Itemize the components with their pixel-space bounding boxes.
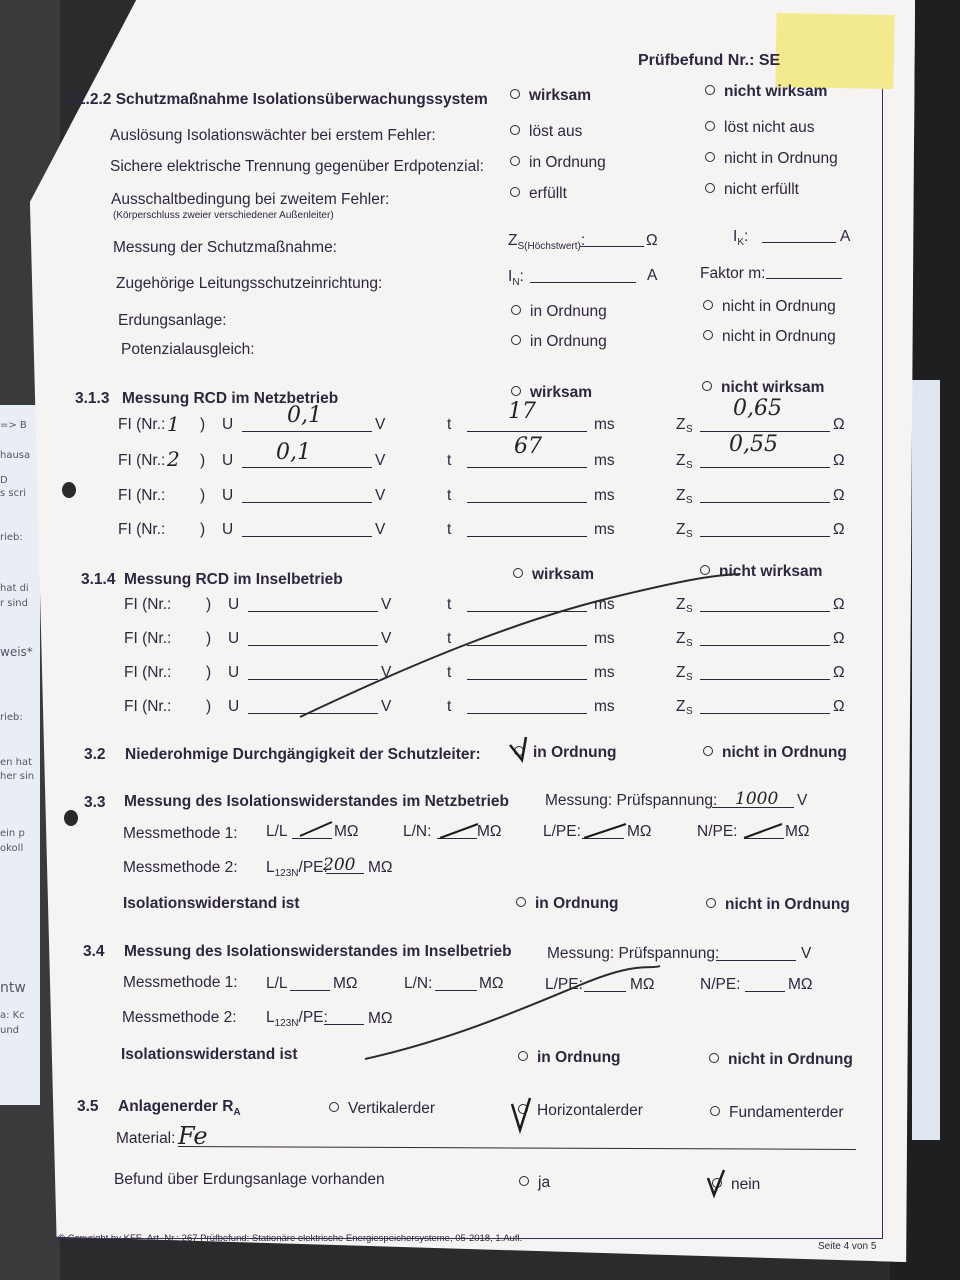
monitor-text: D [0, 475, 8, 486]
ta-symbol: t [447, 521, 452, 538]
unit: MΩ [630, 976, 655, 993]
uf-symbol: U [228, 698, 240, 715]
symbol: L [266, 1009, 275, 1026]
ln-label: L/N: [404, 975, 433, 992]
unit: MΩ [479, 975, 504, 992]
row-label: Auslösung Isolationswächter bei erstem Fehler: [110, 127, 436, 144]
ta-symbol: t [447, 630, 452, 647]
voltage-label: Messung: Prüfspannung: [547, 945, 720, 962]
footer-page-number: Seite 4 von 5 [818, 1241, 877, 1252]
uf-symbol: U [222, 487, 234, 504]
ohm-unit: Ω [833, 596, 845, 613]
row-label: Potenzialausgleich: [121, 341, 255, 358]
fi-close: ) [200, 487, 206, 504]
handwritten-zs: 0,55 [729, 432, 778, 457]
row-label: Messung der Schutzmaßnahme: [113, 239, 337, 256]
monitor-text: => B [0, 420, 27, 431]
strike-through-34 [365, 966, 660, 1059]
section-title-33: Messung des Isolationswiderstandes im Netzbetrieb [124, 793, 510, 810]
row-note: (Körperschluss zweier verschiedener Außenleiter) [113, 210, 334, 221]
ohm-unit: Ω [833, 416, 845, 433]
ta-unit: ms [594, 487, 615, 504]
section-title-text: Anlagenerder R [118, 1098, 234, 1115]
zs-unit: S [686, 672, 693, 683]
uf-unit: V [375, 521, 386, 538]
option-label: in Ordnung [529, 154, 606, 171]
option-label: in Ordnung [530, 303, 607, 320]
monitor-text: hat di [0, 583, 29, 594]
fi-label: FI (Nr.: [118, 452, 166, 469]
zs-symbol: Z [676, 630, 686, 647]
option-label: nicht in Ordnung [724, 150, 838, 167]
strike-through-314 [300, 574, 740, 717]
uf-unit: V [381, 664, 392, 681]
row-label: Erdungsanlage: [118, 312, 227, 329]
handwritten-ta: 67 [514, 434, 542, 459]
lpe-label: L/PE: [545, 976, 583, 993]
symbol: /PE: [298, 859, 328, 876]
symbol: L [266, 859, 275, 876]
option-label: nicht wirksam [724, 83, 828, 100]
row-label: Zugehörige Leitungsschutzeinrichtung: [116, 275, 383, 292]
fi-close: ) [200, 416, 206, 433]
uf-unit: V [381, 596, 392, 613]
option-label: wirksam [529, 87, 592, 104]
monitor-text: rieb: [0, 532, 23, 543]
handwritten-uf: 0,1 [287, 403, 322, 428]
ohm-unit: Ω [833, 452, 845, 469]
zs-symbol: Z [676, 416, 686, 433]
fi-close: ) [206, 596, 212, 613]
section-title-3122: 3.1.2.2 Schutzmaßnahme Isolationsüberwachungssystem [64, 91, 488, 108]
check-mark [510, 737, 526, 760]
npe-label: N/PE: [700, 976, 741, 993]
strike-mark [584, 824, 626, 838]
unit: A [647, 267, 658, 284]
handwritten-fi-nr: 1 [167, 412, 180, 436]
strike-mark [744, 824, 782, 838]
zs-symbol: Z [676, 521, 686, 538]
ta-unit: ms [594, 630, 615, 647]
uf-unit: V [375, 416, 386, 433]
fi-label: FI (Nr.: [118, 521, 166, 538]
fi-close: ) [206, 630, 212, 647]
option-label: in Ordnung [535, 895, 619, 912]
section-number: 3.2 [84, 746, 106, 763]
section-number: 3.5 [77, 1098, 99, 1115]
option-label: nicht in Ordnung [722, 328, 836, 345]
befund-label: Befund über Erdungsanlage vorhanden [114, 1171, 385, 1188]
uf-symbol: U [222, 521, 234, 538]
uf-symbol: U [228, 664, 240, 681]
zs-symbol: Z [676, 596, 686, 613]
ln-label: L/N: [403, 823, 432, 840]
zs-unit: S [686, 495, 693, 506]
uf-unit: V [381, 630, 392, 647]
ta-symbol: t [447, 698, 452, 715]
check-mark [512, 1098, 530, 1130]
option-label: nicht in Ordnung [722, 298, 836, 315]
section-title-313: Messung RCD im Netzbetrieb [122, 390, 339, 407]
unit: V [797, 792, 808, 809]
option-label: löst aus [529, 123, 583, 140]
strike-mark [300, 822, 332, 836]
zs-symbol: Z [676, 487, 686, 504]
option-label: nicht in Ordnung [722, 744, 847, 761]
zs-unit: S [686, 529, 693, 540]
handwritten-material: Fe [178, 1122, 208, 1150]
symbol: I [508, 268, 513, 285]
ohm-unit: Ω [833, 698, 845, 715]
ta-symbol: t [447, 664, 452, 681]
option-label: in Ordnung [533, 744, 617, 761]
monitor-text: hausa [0, 450, 31, 461]
factor-label: Faktor m: [700, 265, 766, 282]
uf-symbol: U [222, 452, 234, 469]
monitor-text: s scri [0, 488, 26, 499]
handwritten-uf: 0,1 [276, 440, 311, 465]
uf-unit: V [375, 487, 386, 504]
monitor-text: und [0, 1025, 20, 1036]
voltage-label: Messung: Prüfspannung: [545, 792, 718, 809]
monitor-text: a: Kc [0, 1010, 25, 1021]
zs-unit: S [686, 604, 693, 615]
option-label: Fundamenterder [729, 1104, 844, 1121]
unit: MΩ [333, 975, 358, 992]
fi-close: ) [200, 521, 206, 538]
zs-symbol: Z [676, 452, 686, 469]
fi-label: FI (Nr.: [118, 416, 166, 433]
option-label: nicht wirksam [721, 379, 825, 396]
unit: MΩ [477, 823, 502, 840]
monitor-text: weis* [0, 645, 33, 659]
option-label: löst nicht aus [724, 119, 815, 136]
ta-symbol: t [447, 416, 452, 433]
npe-label: N/PE: [697, 823, 738, 840]
monitor-text: her sin [0, 771, 35, 782]
uf-symbol: U [228, 630, 240, 647]
zs-symbol: Z [676, 698, 686, 715]
ta-symbol: t [447, 452, 452, 469]
ohm-unit: Ω [833, 630, 845, 647]
in-label: $I_N$: [508, 268, 524, 289]
ta-unit: ms [594, 596, 615, 613]
monitor-text: ein p [0, 828, 25, 839]
option-label: wirksam [532, 566, 595, 583]
uf-unit: V [375, 452, 386, 469]
method-label: Messmethode 1: [123, 974, 238, 991]
ohm-unit: Ω [833, 521, 845, 538]
option-label: nicht wirksam [719, 563, 823, 580]
section-number: 3.1.4 [81, 571, 116, 588]
handwritten-voltage: 1000 [735, 789, 779, 809]
unit: MΩ [627, 823, 652, 840]
iso-label: Isolationswiderstand ist [121, 1046, 298, 1063]
unit: V [801, 945, 812, 962]
option-label: erfüllt [529, 185, 567, 202]
option-label: wirksam [530, 384, 593, 401]
ta-unit: ms [594, 416, 615, 433]
option-label: nicht in Ordnung [728, 1051, 853, 1068]
form-number-label: Prüfbefund Nr.: SE [638, 52, 781, 69]
row-label: Ausschaltbedingung bei zweitem Fehler: [111, 191, 390, 208]
handwritten-fi-nr: 2 [167, 447, 180, 471]
zs-unit: S [686, 460, 693, 471]
ik-label: $I_K$: [733, 228, 749, 249]
fi-close: ) [206, 664, 212, 681]
method-label: Messmethode 2: [122, 1009, 237, 1026]
unit: MΩ [788, 976, 813, 993]
uf-symbol: U [228, 596, 240, 613]
zs-unit: S [686, 706, 693, 717]
ta-symbol: t [447, 596, 452, 613]
section-number: 3.4 [83, 943, 105, 960]
fi-close: ) [206, 698, 212, 715]
zs-unit: S [686, 424, 693, 435]
unit: MΩ [785, 823, 810, 840]
section-number: 3.1.3 [75, 390, 110, 407]
subscript: 123N [274, 1018, 299, 1030]
unit: MΩ [368, 1010, 393, 1027]
unit: Ω [646, 232, 658, 249]
handwritten-zs: 0,65 [733, 396, 782, 421]
handwritten-l123: 200 [323, 855, 356, 875]
footer-copyright: © Copyright by KFE. Art. Nr.: 267 Prüfbefund: Stationäre elektrische Energiespeichersysteme, 05-2018, 1.Aufl. [58, 1233, 523, 1244]
fi-close: ) [200, 452, 206, 469]
monitor-text: ntw [0, 980, 26, 996]
option-label: in Ordnung [530, 333, 607, 350]
lpe-label: L/PE: [543, 823, 581, 840]
ta-unit: ms [594, 521, 615, 538]
monitor-text: r sind [0, 598, 28, 609]
fi-label: FI (Nr.: [124, 596, 172, 613]
subscript: A [233, 1107, 241, 1119]
monitor-text: okoll [0, 843, 24, 854]
ll-label: L/L [266, 823, 288, 840]
section-number: 3.3 [84, 794, 106, 811]
subscript: K [737, 237, 744, 249]
zs-symbol: Z [676, 664, 686, 681]
option-label: nein [731, 1176, 761, 1193]
check-mark [708, 1170, 724, 1195]
unit: MΩ [368, 859, 393, 876]
symbol: Z [508, 232, 518, 249]
fi-label: FI (Nr.: [124, 630, 172, 647]
option-label: Vertikalerder [348, 1100, 436, 1117]
method-label: Messmethode 2: [123, 859, 238, 876]
option-label: nicht erfüllt [724, 181, 799, 198]
option-label: in Ordnung [537, 1049, 621, 1066]
ta-unit: ms [594, 452, 615, 469]
ta-symbol: t [447, 487, 452, 504]
unit: MΩ [334, 823, 359, 840]
handwritten-ta: 17 [508, 399, 536, 424]
uf-symbol: U [222, 416, 234, 433]
iso-label: Isolationswiderstand ist [123, 895, 300, 912]
monitor-text: rieb: [0, 712, 23, 723]
ohm-unit: Ω [833, 664, 845, 681]
method-label: Messmethode 1: [123, 825, 238, 842]
fi-label: FI (Nr.: [124, 664, 172, 681]
zs-unit: S [686, 638, 693, 649]
monitor-text: en hat [0, 757, 33, 768]
fi-label: FI (Nr.: [118, 487, 166, 504]
ll-label: L/L [266, 975, 288, 992]
fi-label: FI (Nr.: [124, 698, 172, 715]
option-label: nicht in Ordnung [725, 896, 850, 913]
option-label: ja [538, 1174, 551, 1191]
zs-label: $Z_{S(Höchstwert)}$: [508, 232, 586, 253]
uf-unit: V [381, 698, 392, 715]
unit: A [840, 228, 851, 245]
subscript: S(Höchstwert) [517, 241, 581, 253]
subscript: 123N [274, 868, 299, 880]
section-title-32: Niederohmige Durchgängigkeit der Schutzleiter: [125, 746, 481, 763]
ta-unit: ms [594, 698, 615, 715]
symbol: /PE: [298, 1009, 328, 1026]
row-label: Sichere elektrische Trennung gegenüber Erdpotenzial: [110, 158, 484, 175]
material-label: Material: [116, 1130, 176, 1147]
option-label: Horizontalerder [537, 1102, 643, 1119]
section-title-34: Messung des Isolationswiderstandes im Inselbetrieb [124, 943, 512, 960]
ta-unit: ms [594, 664, 615, 681]
section-title-314: Messung RCD im Inselbetrieb [124, 571, 343, 588]
subscript: N [512, 277, 520, 289]
symbol: I [733, 228, 738, 245]
strike-mark [440, 824, 478, 838]
ohm-unit: Ω [833, 487, 845, 504]
